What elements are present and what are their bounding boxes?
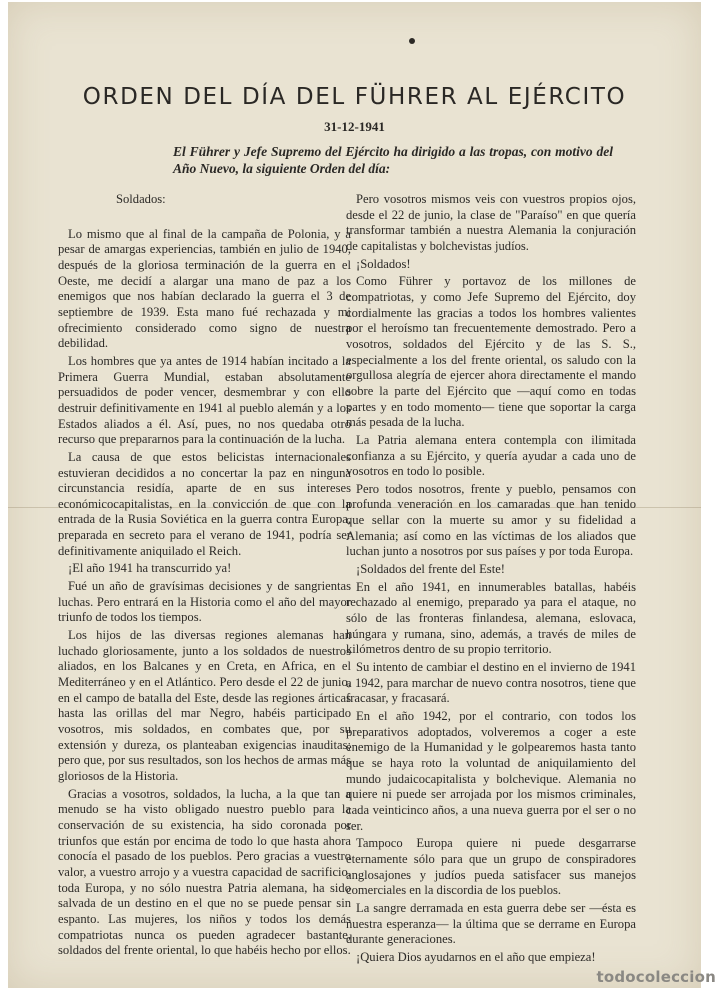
right-column: [346, 192, 636, 968]
document-date: 31-12-1941: [324, 119, 385, 134]
paragraph: Tampoco Europa quiere ni puede desgarrarse eternamente sólo para que un grupo de conspiradores anglosajones y judíos pueda satisfacer sus manejos comerciales en la discordia de los pueblos.: [346, 836, 636, 898]
intro-paragraph: El Führer y Jefe Supremo del Ejército ha dirigido a las tropas, con motivo del Año Nuevo, la siguiente Orden del día:: [173, 144, 613, 176]
paragraph: Los hijos de las diversas regiones alemanas han luchado gloriosamente, junto a los soldados de nuestros aliados, en los Balcanes y en Creta, en Africa, en el Mediterráneo y en el Atlántico. Pero desde el 22 de junio, en el campo de batalla del Este, desde las regiones árticas hasta las orillas del mar Negro, habéis participado vosotros, mis soldados, en combates que, por su extensión y dureza, os planteaban exigencias inauditas; pero que, por sus resultados, son los hechos de armas más gloriosos de la Historia.: [58, 628, 351, 783]
watermark-logo: todocoleccion: [596, 968, 716, 986]
paragraph: ¡Soldados!: [356, 256, 411, 271]
paragraph: La sangre derramada en esta guerra debe ser —ésta es nuestra esperanza— la última que se derrame en Europa durante generaciones.: [346, 900, 636, 947]
paragraph: ¡Quiera Dios ayudarnos en el año que empieza!: [356, 949, 596, 964]
paragraph: En el año 1941, en innumerables batallas, habéis rechazado al enemigo, preparado ya para el ataque, no sólo de las fronteras finlandesa, alemana, eslovaca, húngara y rumana, sino, además, a través de miles de kilómetros dentro de su propio territorio.: [346, 579, 636, 657]
left-column: [58, 192, 351, 961]
paragraph: Pero vosotros mismos veis con vuestros propios ojos, desde el 22 de junio, la clase de "Paraíso" en que quería transformar también a nuestra Alemania la conjuración de capitalistas y bolchevistas judíos.: [346, 192, 636, 253]
paragraph: Los hombres que ya antes de 1914 habían incitado a la Primera Guerra Mundial, estaban absolutamente persuadidos de poder vencer, desmembrar y con ello destruir definitivamente en 1941 al pueblo alemán y a los Estados aliados a él. Así, pues, no nos quedaba otro recurso que prepararnos para la continuación de la lucha.: [58, 353, 351, 447]
document-page: [8, 2, 701, 988]
paragraph: Su intento de cambiar el destino en el invierno de 1941 a 1942, para marchar de nuevo contra nosotros, tiene que fracasar, y fracasará.: [346, 660, 636, 706]
paragraph: ¡Soldados del frente del Este!: [356, 562, 505, 577]
paragraph: Lo mismo que al final de la campaña de Polonia, y a pesar de amargas experiencias, también en julio de 1940, después de la gloriosa terminación de la guerra en el Oeste, me decidí a alargar una mano de paz a los enemigos que nos habían declarado la guerra el 3 de septiembre de 1939. Esta mano fué rechazada y mi ofrecimiento considerado como signo de nuestra debilidad.: [58, 226, 351, 351]
paragraph: Como Führer y portavoz de los millones de compatriotas, y como Jefe Supremo del Ejército, doy cordialmente las gracias a todos los hombres valientes por el heroísmo tan frecuentemente demostrado. Pero a vosotros, soldados del Ejército y de las S. S., especialmente a los del frente oriental, os saludo con la orgullosa alegría de ejercer ahora directamente el mando sobre la parte del Ejército que —aquí como en todas partes y en todo momento— tiene que soportar la carga más pesada de la lucha.: [346, 274, 636, 430]
paragraph: Pero todos nosotros, frente y pueblo, pensamos con profunda veneración en los camaradas que han tenido que sellar con la muerte su amor y su fidelidad a Alemania; así como en las víctimas de los aliados que luchan junto a nosotros por sus países y por toda Europa.: [346, 481, 636, 559]
paragraph: Gracias a vosotros, soldados, la lucha, a la que tan a menudo se ha visto obligado nuestro pueblo para la conservación de su existencia, ha sido coronada por triunfos que están por encima de todo lo que hasta ahora conocía el pasado de los pueblos. Pero gracias a vuestro valor, a vuestro arrojo y a vuestra capacidad de sacrificio, toda Europa, y no sólo nuestra Patria alemana, ha sido salvada de un destino en el que no se puede pensar sin espanto. Las mujeres, los niños y todos los demás compatriotas nunca os pueden agradecer bastante, soldados del frente oriental, lo que habéis hecho por ellos.: [58, 786, 351, 958]
paragraph: Soldados:: [116, 192, 166, 206]
paragraph: La causa de que estos belicistas internacionales estuvieran decididos a no concertar la paz en ninguna circunstancia residía, aparte de en sus intereses económicocapitalistas, en la convicción de que con la entrada de la Rusia Soviética en la guerra contra Europa, preparada en secreto para el verano de 1941, podría ser definitivamente aniquilado el Reich.: [58, 449, 351, 558]
punch-hole: [409, 38, 415, 44]
paragraph: En el año 1942, por el contrario, con todos los preparativos adoptados, volveremos a coger a este enemigo de la Humanidad y le golpearemos hasta tanto que se haya roto la voluntad de aniquilamiento del mundo judaicocapitalista y bolchevique. Alemania no quiere ni puede ser arrojada por los mismos criminales, cada veinticinco años, a una nueva guerra por el ser o no ser.: [346, 709, 636, 833]
document-title: ORDEN DEL DÍA DEL FÜHRER AL EJÉRCITO: [82, 84, 627, 110]
paragraph: Fué un año de gravísimas decisiones y de sangrientas luchas. Pero entrará en la Historia como el año del mayor triunfo de todos los tiempos.: [58, 579, 351, 625]
paragraph: La Patria alemana entera contempla con ilimitada confianza a su Ejército, y quería ayudar a cada uno de vosotros en todo lo posible.: [346, 432, 636, 479]
paragraph: ¡El año 1941 ha transcurrido ya!: [68, 561, 232, 576]
